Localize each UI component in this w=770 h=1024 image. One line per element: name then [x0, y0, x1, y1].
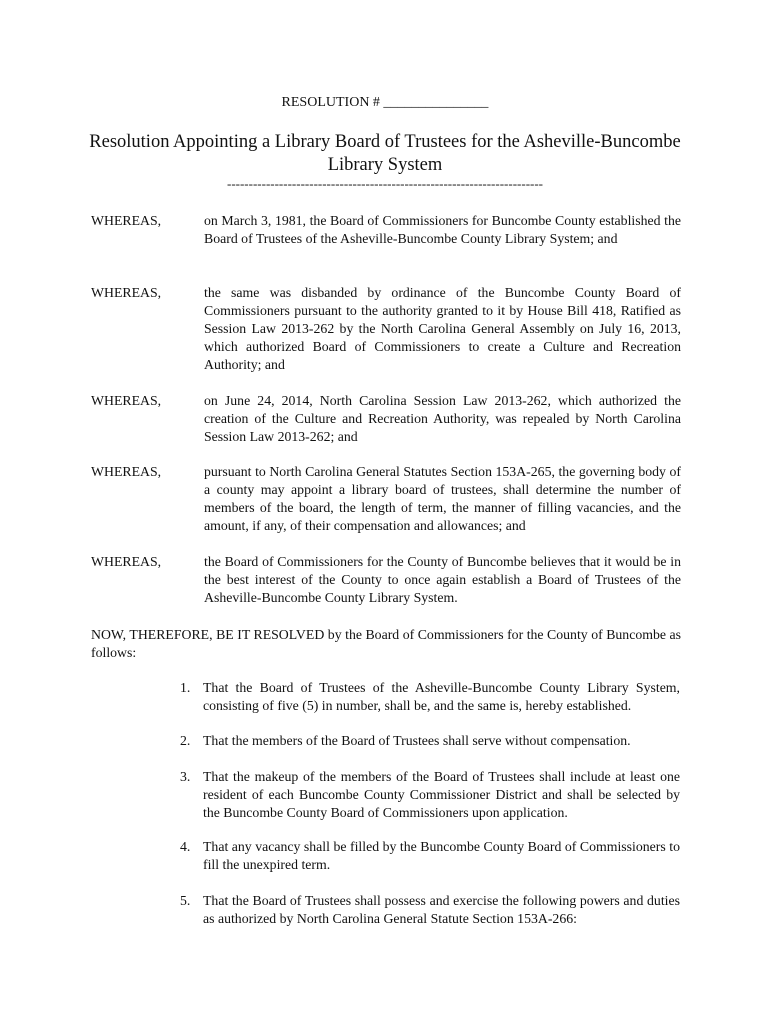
- resolved-clause: NOW, THEREFORE, BE IT RESOLVED by the Board of Commissioners for the County of Buncombe as follows:: [91, 627, 681, 660]
- whereas-text: the Board of Commissioners for the County of Buncombe believes that it would be in the best interest of the County to once again establish a Board of Trustees of the Asheville-Buncombe County Library System.: [204, 554, 681, 605]
- whereas-text: pursuant to North Carolina General Statutes Section 153A-265, the governing body of a county may appoint a library board of trustees, shall determine the number of members of the board, the length of term, the manner of filling vacancies, and the amount, if any, of their compensation and allowances; and: [204, 464, 681, 533]
- resolution-number: RESOLUTION # _______________: [281, 95, 489, 110]
- whereas-text: the same was disbanded by ordinance of the Buncombe County Board of Commissioners pursuant to the authority granted to it by House Bill 418, Ratified as Session Law 2013-262 by the North Carolina General Assembly on July 16, 2013, which authorized Board of Commissioners to create a Culture and Recreation Authority; and: [204, 285, 681, 372]
- whereas-label: WHEREAS,: [91, 285, 162, 300]
- whereas-label: WHEREAS,: [91, 464, 162, 479]
- whereas-text: on June 24, 2014, North Carolina Session Law 2013-262, which authorized the creation of the Culture and Recreation Authority, was repealed by North Carolina Session Law 2013-262; and: [204, 393, 681, 444]
- whereas-label: WHEREAS,: [91, 393, 162, 408]
- item-number: 2.: [180, 733, 191, 748]
- item-number: 4.: [180, 839, 191, 854]
- item-text: That the Board of Trustees of the Asheville-Buncombe County Library System, consisting of five (5) in number, shall be, and the same is, hereby established.: [203, 680, 680, 713]
- whereas-label: WHEREAS,: [91, 554, 162, 569]
- item-text: That the Board of Trustees shall possess and exercise the following powers and duties as authorized by North Carolina General Statute Section 153A-266:: [203, 893, 680, 926]
- item-number: 5.: [180, 893, 191, 908]
- whereas-label: WHEREAS,: [91, 213, 162, 228]
- item-text: That the makeup of the members of the Board of Trustees shall include at least one resident of each Buncombe County Commissioner District and shall be selected by the Buncombe County Board of Commissioners upon application.: [203, 769, 680, 820]
- item-text: That the members of the Board of Trustees shall serve without compensation.: [203, 733, 631, 748]
- resolution-title: Resolution Appointing a Library Board of Trustees for the Asheville-Buncombe Library System: [89, 132, 681, 175]
- item-number: 3.: [180, 769, 191, 784]
- item-number: 1.: [180, 680, 191, 695]
- title-divider: -------------------------------------------------------------------------: [226, 176, 544, 191]
- whereas-text: on March 3, 1981, the Board of Commissioners for Buncombe County established the Board of Trustees of the Asheville-Buncombe County Library System; and: [204, 213, 681, 246]
- item-text: That any vacancy shall be filled by the Buncombe County Board of Commissioners to fill the unexpired term.: [203, 839, 680, 872]
